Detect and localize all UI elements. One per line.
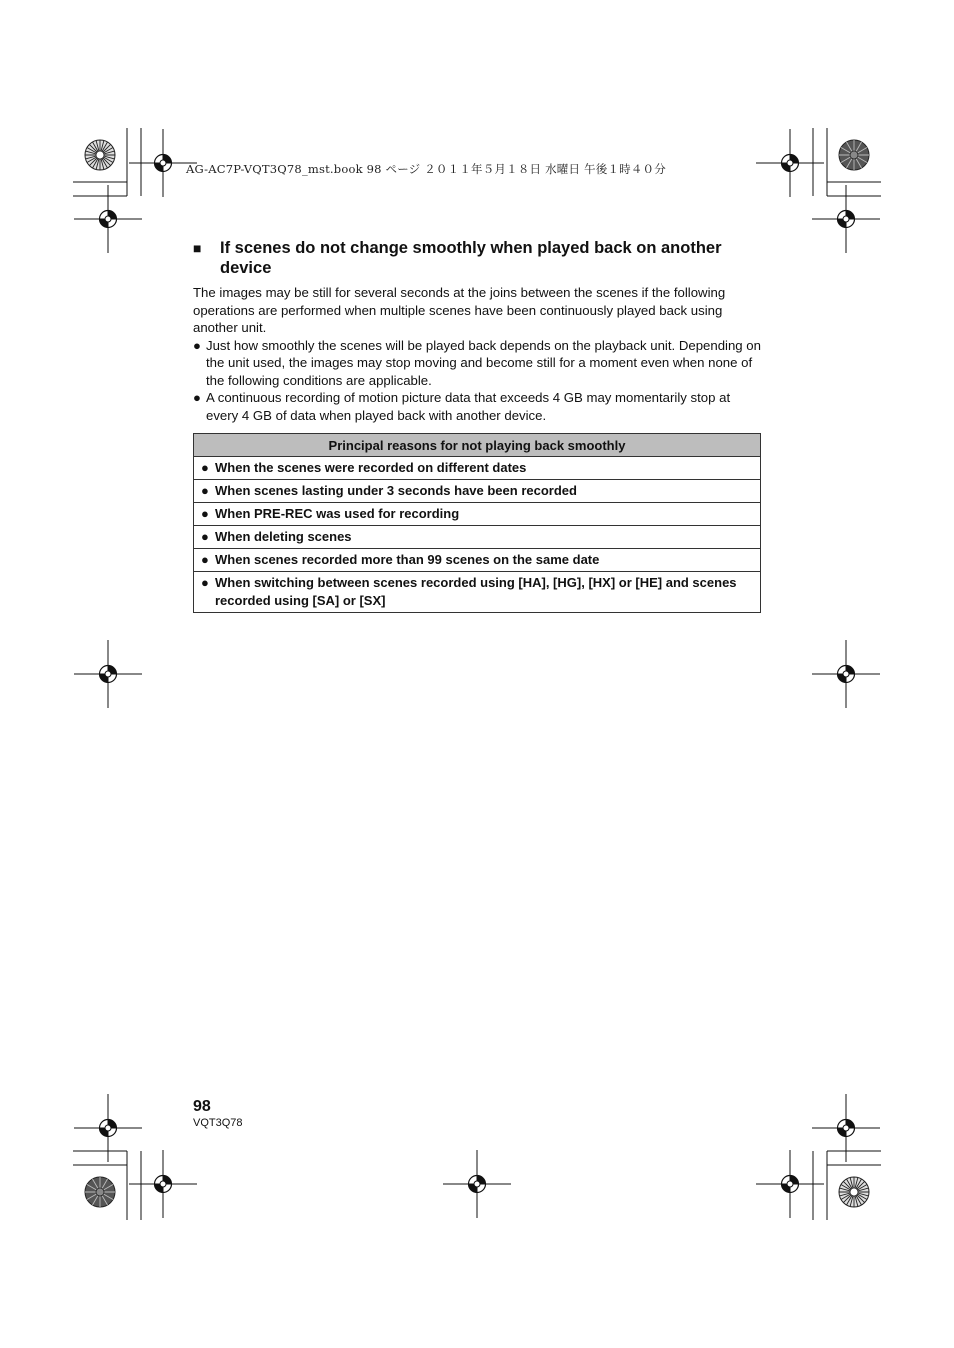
table-cell-text: When the scenes were recorded on different dates bbox=[215, 460, 527, 475]
bullet-dot-icon: ● bbox=[201, 483, 209, 498]
table-row bbox=[194, 526, 761, 549]
table-row bbox=[194, 572, 761, 613]
table-cell-text: When deleting scenes bbox=[215, 529, 352, 544]
table-header: Principal reasons for not playing back smoothly bbox=[194, 434, 761, 457]
table-row bbox=[194, 503, 761, 526]
bullet-dot-icon: ● bbox=[193, 337, 201, 353]
page-number: 98 bbox=[193, 1098, 211, 1115]
bullet-dot-icon: ● bbox=[201, 506, 209, 521]
model-code: VQT3Q78 bbox=[193, 1117, 243, 1129]
bullet-dot-icon: ● bbox=[193, 390, 201, 405]
bullet-dot-icon: ● bbox=[201, 460, 209, 475]
intro-paragraph: The images may be still for several seconds at the joins between the scenes if the following operations are performed when multiple scenes have been continuously played back using another unit. bbox=[193, 285, 726, 335]
square-bullet-icon: ■ bbox=[193, 240, 202, 256]
table-row bbox=[194, 480, 761, 503]
bullet-dot-icon: ● bbox=[201, 575, 209, 590]
table-cell-text: When PRE-REC was used for recording bbox=[215, 506, 460, 521]
table-cell-text: When switching between scenes recorded using [HA], [HG], [HX] or [HE] and scenes recorded using [SA] or [SX] bbox=[215, 575, 737, 608]
note-text: Just how smoothly the scenes will be played back depends on the playback unit. Depending on the unit used, the images may stop moving and become still for a moment even when none of the following conditions are applicable. bbox=[206, 337, 761, 388]
table-row bbox=[194, 457, 761, 480]
section-heading-text: If scenes do not change smoothly when played back on another device bbox=[220, 239, 722, 277]
section-heading bbox=[193, 238, 761, 278]
print-header: AG-AC7P-VQT3Q78_mst.book 98 ページ ２０１１年５月１８日 水曜日 午後１時４０分 bbox=[186, 162, 666, 176]
bullet-dot-icon: ● bbox=[201, 552, 209, 567]
note-item bbox=[193, 337, 761, 390]
note-text: A continuous recording of motion picture data that exceeds 4 GB may momentarily stop at every 4 GB of data when played back with another device. bbox=[206, 390, 731, 423]
table-cell-text: When scenes lasting under 3 seconds have been recorded bbox=[215, 483, 577, 498]
table-header-row bbox=[194, 434, 761, 457]
bullet-dot-icon: ● bbox=[201, 529, 209, 544]
table-cell-text: When scenes recorded more than 99 scenes on the same date bbox=[215, 552, 600, 567]
reasons-table bbox=[193, 433, 761, 613]
note-item bbox=[193, 389, 761, 424]
table-row bbox=[194, 549, 761, 572]
page-content bbox=[193, 238, 761, 613]
